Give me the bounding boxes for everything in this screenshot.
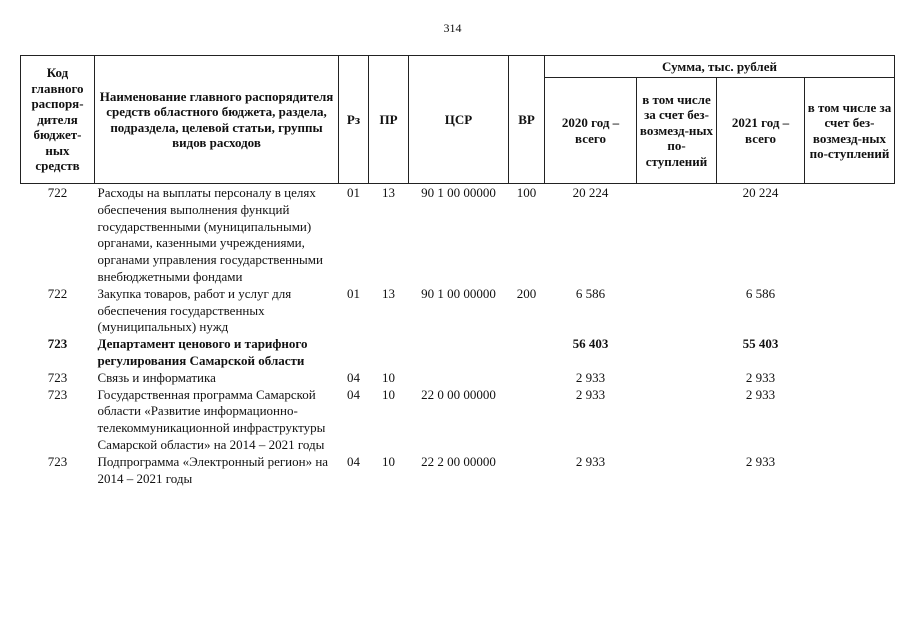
grants-2020-cell [637,454,717,488]
code-cell: 722 [47,285,68,301]
header-rz: Рз [339,56,369,184]
csr-cell [409,370,509,387]
code-cell: 723 [47,336,68,352]
name-cell: Закупка товаров, работ и услуг для обеспечения государственных (муниципальных) нужд [97,285,292,335]
grants-2020-cell [637,336,717,370]
code-cell: 723 [47,386,68,402]
code-cell: 723 [47,453,68,469]
vr-cell [509,387,545,454]
header-2021-grants: в том числе за счет без-возмезд-ных по-ступлений [805,78,895,184]
sum-2020-cell: 2 933 [575,453,606,469]
sum-2021-cell: 2 933 [745,386,776,402]
grants-2021-cell [805,286,895,336]
table-row [21,286,895,336]
table-row [21,370,895,387]
vr-cell [509,454,545,488]
grants-2020-cell [637,286,717,336]
table-row [21,184,895,286]
header-2020-total: 2020 год – всего [545,78,637,184]
csr-cell [409,336,509,370]
grants-2020-cell [637,184,717,286]
sum-2020-cell: 2 933 [575,369,606,385]
vr-cell [509,336,545,370]
code-cell: 723 [47,369,68,385]
vr-cell: 100 [516,185,537,200]
header-sum: Сумма, тыс. рублей [545,56,895,78]
sum-2021-cell: 2 933 [745,453,776,469]
grants-2021-cell [805,336,895,370]
pr-cell: 13 [382,185,395,200]
pr-cell: 10 [382,453,395,469]
sum-2020-cell: 56 403 [572,336,609,352]
pr-cell [369,336,409,370]
name-cell: Подпрограмма «Электронный регион» на 2014 – 2021 годы [97,453,329,486]
table-row [21,387,895,454]
sum-2021-cell: 55 403 [742,336,779,352]
name-cell: Государственная программа Самарской области «Развитие информационно-телекоммуникационной инфраструктуры Самарской области» на 2014 – 2021 годы [97,386,326,452]
rz-cell: 01 [347,285,360,301]
csr-cell: 90 1 00 00000 [421,285,496,301]
pr-cell: 10 [382,386,395,402]
sum-2020-cell: 20 224 [572,185,609,200]
grants-2021-cell [805,387,895,454]
sum-2020-cell: 2 933 [575,386,606,402]
pr-cell: 10 [382,369,395,385]
rz-cell: 04 [347,386,360,402]
rz-cell: 04 [347,369,360,385]
sum-2021-cell: 2 933 [745,369,776,385]
header-name: Наименование главного распорядителя средств областного бюджета, раздела, подраздела, целевой статьи, группы видов расходов [95,56,339,184]
pr-cell: 13 [382,285,395,301]
budget-table [20,55,895,487]
grants-2020-cell [637,387,717,454]
table-row [21,336,895,370]
csr-cell: 22 2 00 00000 [421,453,496,469]
table-row [21,454,895,488]
sum-2021-cell: 20 224 [742,185,779,200]
header-csr: ЦСР [409,56,509,184]
code-cell: 722 [47,185,68,200]
rz-cell: 01 [347,185,360,200]
name-cell: Расходы на выплаты персоналу в целях обеспечения выполнения функций государственными (муниципальными) органами, казенными учреждениями, органами управления государственными внебюджетными фондами [97,185,323,284]
grants-2021-cell [805,454,895,488]
grants-2021-cell [805,184,895,286]
page-number: 314 [443,21,462,35]
csr-cell: 90 1 00 00000 [421,185,496,200]
header-vr: ВР [509,56,545,184]
vr-cell [509,370,545,387]
header-pr: ПР [369,56,409,184]
csr-cell: 22 0 00 00000 [421,386,496,402]
header-2021-total: 2021 год – всего [717,78,805,184]
name-cell: Связь и информатика [97,369,216,385]
header-code: Код главного распоря-дителя бюджет-ных средств [21,56,95,184]
grants-2020-cell [637,370,717,387]
name-cell: Департамент ценового и тарифного регулирования Самарской области [97,336,308,368]
sum-2020-cell: 6 586 [575,285,606,301]
header-2020-grants: в том числе за счет без-возмезд-ных по-ступлений [637,78,717,184]
rz-cell [339,336,369,370]
rz-cell: 04 [347,453,360,469]
sum-2021-cell: 6 586 [745,285,776,301]
grants-2021-cell [805,370,895,387]
vr-cell: 200 [516,285,537,301]
